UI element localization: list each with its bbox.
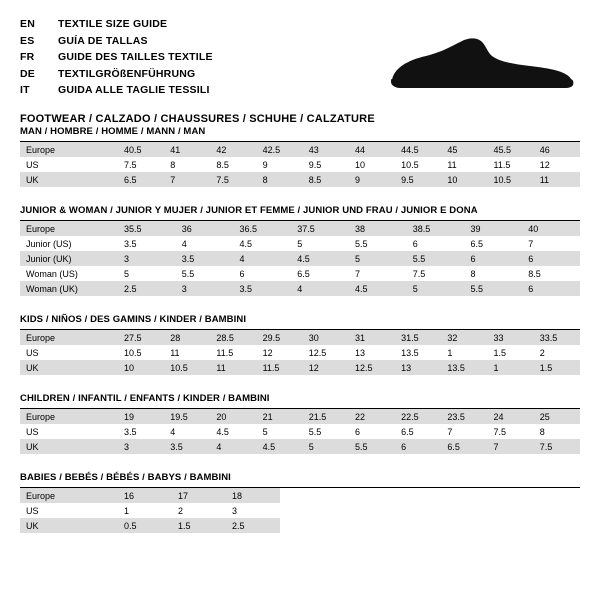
cell: 12.5 — [349, 360, 395, 375]
cell: 5.5 — [349, 439, 395, 454]
size-block-kids — [20, 314, 580, 375]
size-table-babies — [20, 488, 580, 533]
cell: 10 — [118, 360, 164, 375]
table-row — [20, 236, 580, 251]
cell: 12.5 — [308, 347, 327, 358]
language-title: TEXTILE SIZE GUIDE — [58, 18, 168, 30]
cell: 7.5 — [493, 426, 507, 437]
cell: 44.5 — [395, 142, 441, 157]
cell: 11.5 — [257, 360, 303, 375]
document-header — [20, 16, 580, 125]
cell: 6.5 — [441, 439, 487, 454]
language-code: EN — [20, 18, 35, 30]
table-row — [20, 518, 580, 533]
cell: 7.5 — [412, 268, 426, 279]
cell: 5.5 — [181, 268, 195, 279]
cell: 1 — [124, 505, 130, 516]
cell: 5.5 — [407, 251, 465, 266]
cell: 30 — [303, 330, 349, 345]
table-row — [20, 424, 580, 439]
language-code: FR — [20, 51, 35, 63]
table-row — [20, 172, 580, 187]
cell: 11.5 — [493, 159, 511, 170]
cell: 11 — [534, 172, 580, 187]
cell: 11.5 — [216, 347, 234, 358]
row-label: Europe — [20, 221, 118, 236]
block-title: CHILDREN / INFANTIL / ENFANTS / KINDER / BAMBINI — [20, 393, 580, 409]
row-label: UK — [20, 360, 118, 375]
cell: 10.5 — [401, 159, 419, 170]
cell: 4.5 — [239, 238, 253, 249]
cell: 3 — [118, 439, 164, 454]
cell: 18 — [226, 488, 280, 503]
table-row — [20, 266, 580, 281]
cell: 17 — [172, 488, 226, 503]
cell: 6.5 — [470, 238, 484, 249]
cell: 7 — [528, 238, 534, 249]
language-row — [20, 16, 580, 33]
cell: 42 — [210, 142, 256, 157]
cell: 3 — [176, 281, 234, 296]
cell: 21 — [257, 409, 303, 424]
cell: 28 — [164, 330, 210, 345]
cell: 32 — [441, 330, 487, 345]
language-title: GUIDA ALLE TAGLIE TESSILI — [58, 84, 210, 96]
cell: 7.5 — [210, 172, 256, 187]
size-table-children — [20, 409, 580, 454]
size-block-babies — [20, 472, 580, 533]
cell: 4.5 — [291, 251, 349, 266]
cell: 3.5 — [234, 281, 292, 296]
cell: 10.5 — [124, 347, 142, 358]
cell: 20 — [210, 409, 256, 424]
row-label: US — [26, 505, 39, 516]
language-title: GUIDE DES TAILLES TEXTILE — [58, 51, 213, 63]
cell: 3.5 — [124, 238, 137, 249]
language-code: IT — [20, 84, 30, 96]
cell: 4.5 — [216, 426, 229, 437]
block-title: MAN / HOMBRE / HOMME / MANN / MAN — [20, 126, 580, 142]
cell: 3 — [118, 251, 176, 266]
cell: 35.5 — [118, 221, 176, 236]
language-title: GUÍA DE TALLAS — [58, 34, 148, 47]
cell: 1 — [488, 360, 534, 375]
cell: 9.5 — [308, 159, 322, 170]
cell: 1 — [447, 347, 453, 358]
cell: 33.5 — [534, 330, 580, 345]
cell: 25 — [534, 409, 580, 424]
cell: 5 — [303, 439, 349, 454]
cell: 5 — [124, 268, 130, 279]
cell: 4.5 — [349, 281, 407, 296]
dress-shoe-icon — [386, 34, 576, 96]
cell: 6 — [465, 251, 523, 266]
size-table-kids — [20, 330, 580, 375]
table-row — [20, 360, 580, 375]
cell: 3.5 — [164, 439, 210, 454]
cell: 45 — [441, 142, 487, 157]
cell: 3 — [232, 505, 238, 516]
cell: 12 — [262, 347, 273, 358]
cell: 5 — [349, 251, 407, 266]
cell: 13.5 — [401, 347, 419, 358]
cell: 13.5 — [441, 360, 487, 375]
cell: 13 — [395, 360, 441, 375]
cell: 6 — [239, 268, 245, 279]
cell: 5 — [262, 426, 268, 437]
size-block-man — [20, 126, 580, 187]
cell: 4 — [234, 251, 292, 266]
row-label: UK — [20, 172, 118, 187]
table-row — [20, 142, 580, 157]
cell: 10 — [441, 172, 487, 187]
cell: 23.5 — [441, 409, 487, 424]
table-row — [20, 281, 580, 296]
cell: 39 — [465, 221, 523, 236]
cell: 7 — [447, 426, 453, 437]
cell: 2.5 — [226, 518, 280, 533]
cell: 21.5 — [303, 409, 349, 424]
cell: 2 — [539, 347, 545, 358]
cell: 46 — [534, 142, 580, 157]
row-label: US — [26, 159, 39, 170]
cell: 5 — [407, 281, 465, 296]
cell: 1.5 — [493, 347, 507, 358]
cell: 7.5 — [534, 439, 580, 454]
cell: 31 — [349, 330, 395, 345]
cell: 42.5 — [257, 142, 303, 157]
spacer-cell — [280, 518, 580, 533]
cell: 5.5 — [465, 281, 523, 296]
cell: 5.5 — [355, 238, 368, 249]
size-table-man — [20, 142, 580, 187]
cell: 10 — [354, 159, 365, 170]
cell: 8.5 — [303, 172, 349, 187]
row-label: Junior (US) — [26, 238, 72, 249]
row-label: Junior (UK) — [20, 251, 118, 266]
cell: 4 — [210, 439, 256, 454]
cell: 6 — [522, 251, 580, 266]
cell: 24 — [488, 409, 534, 424]
table-row — [20, 330, 580, 345]
cell: 6.5 — [118, 172, 164, 187]
cell: 6 — [354, 426, 360, 437]
cell: 8 — [539, 426, 545, 437]
cell: 12 — [539, 159, 550, 170]
row-label: UK — [20, 439, 118, 454]
cell: 38 — [349, 221, 407, 236]
cell: 5 — [297, 238, 303, 249]
row-label: Europe — [20, 409, 118, 424]
cell: 33 — [488, 330, 534, 345]
spacer-cell — [280, 488, 580, 503]
cell: 4 — [291, 281, 349, 296]
cell: 6 — [522, 281, 580, 296]
cell: 0.5 — [118, 518, 172, 533]
cell: 40.5 — [118, 142, 164, 157]
cell: 9.5 — [395, 172, 441, 187]
cell: 10.5 — [164, 360, 210, 375]
cell: 43 — [303, 142, 349, 157]
cell: 3.5 — [176, 251, 234, 266]
cell: 11 — [210, 360, 256, 375]
table-row — [20, 439, 580, 454]
size-block-children — [20, 393, 580, 454]
cell: 3.5 — [124, 426, 137, 437]
cell: 27.5 — [118, 330, 164, 345]
table-row — [20, 157, 580, 172]
cell: 7 — [164, 172, 210, 187]
row-label: Europe — [20, 330, 118, 345]
cell: 2.5 — [118, 281, 176, 296]
cell: 8.5 — [216, 159, 229, 170]
size-block-junior-woman — [20, 205, 580, 296]
cell: 11 — [447, 159, 457, 170]
cell: 29.5 — [257, 330, 303, 345]
cell: 41 — [164, 142, 210, 157]
cell: 36 — [176, 221, 234, 236]
block-title: BABIES / BEBÉS / BÉBÉS / BABYS / BAMBINI — [20, 472, 580, 488]
cell: 8 — [170, 159, 176, 170]
cell: 11 — [170, 347, 180, 358]
row-label: Woman (UK) — [20, 281, 118, 296]
cell: 1.5 — [534, 360, 580, 375]
cell: 8 — [470, 268, 476, 279]
cell: 45.5 — [488, 142, 534, 157]
cell: 4.5 — [257, 439, 303, 454]
cell: 8.5 — [528, 268, 541, 279]
cell: 7 — [488, 439, 534, 454]
table-row — [20, 488, 580, 503]
cell: 1.5 — [172, 518, 226, 533]
row-label: US — [26, 426, 39, 437]
row-label: US — [26, 347, 39, 358]
row-label: Woman (US) — [26, 268, 78, 279]
block-title: JUNIOR & WOMAN / JUNIOR Y MUJER / JUNIOR ET FEMME / JUNIOR UND FRAU / JUNIOR E DONA — [20, 205, 580, 221]
cell: 5.5 — [308, 426, 322, 437]
cell: 6.5 — [401, 426, 414, 437]
cell: 13 — [354, 347, 365, 358]
cell: 6.5 — [297, 268, 310, 279]
cell: 4 — [181, 238, 187, 249]
cell: 4 — [170, 426, 176, 437]
language-code: DE — [20, 67, 35, 80]
cell: 10.5 — [488, 172, 534, 187]
table-row — [20, 409, 580, 424]
cell: 36.5 — [234, 221, 292, 236]
cell: 19 — [118, 409, 164, 424]
spacer-cell — [280, 503, 580, 518]
cell: 38.5 — [407, 221, 465, 236]
block-title: KIDS / NIÑOS / DES GAMINS / KINDER / BAMBINI — [20, 314, 580, 330]
cell: 31.5 — [395, 330, 441, 345]
row-label: UK — [20, 518, 118, 533]
cell: 2 — [178, 505, 184, 516]
table-row — [20, 345, 580, 360]
cell: 37.5 — [291, 221, 349, 236]
cell: 16 — [118, 488, 172, 503]
size-table-junior-woman — [20, 221, 580, 296]
page-title: FOOTWEAR / CALZADO / CHAUSSURES / SCHUHE / CALZATURE — [20, 112, 375, 125]
cell: 19.5 — [164, 409, 210, 424]
cell: 44 — [349, 142, 395, 157]
language-code: ES — [20, 34, 35, 47]
table-row — [20, 221, 580, 236]
cell: 40 — [522, 221, 580, 236]
cell: 6 — [412, 238, 418, 249]
cell: 22.5 — [395, 409, 441, 424]
row-label: Europe — [20, 142, 118, 157]
cell: 9 — [349, 172, 395, 187]
cell: 12 — [303, 360, 349, 375]
cell: 7 — [355, 268, 361, 279]
cell: 22 — [349, 409, 395, 424]
cell: 6 — [395, 439, 441, 454]
cell: 7.5 — [124, 159, 137, 170]
row-label: Europe — [20, 488, 118, 503]
cell: 8 — [257, 172, 303, 187]
cell: 28.5 — [210, 330, 256, 345]
language-title: TEXTILGRÖßENFÜHRUNG — [58, 67, 196, 80]
cell: 9 — [262, 159, 268, 170]
table-row — [20, 251, 580, 266]
table-row — [20, 503, 580, 518]
